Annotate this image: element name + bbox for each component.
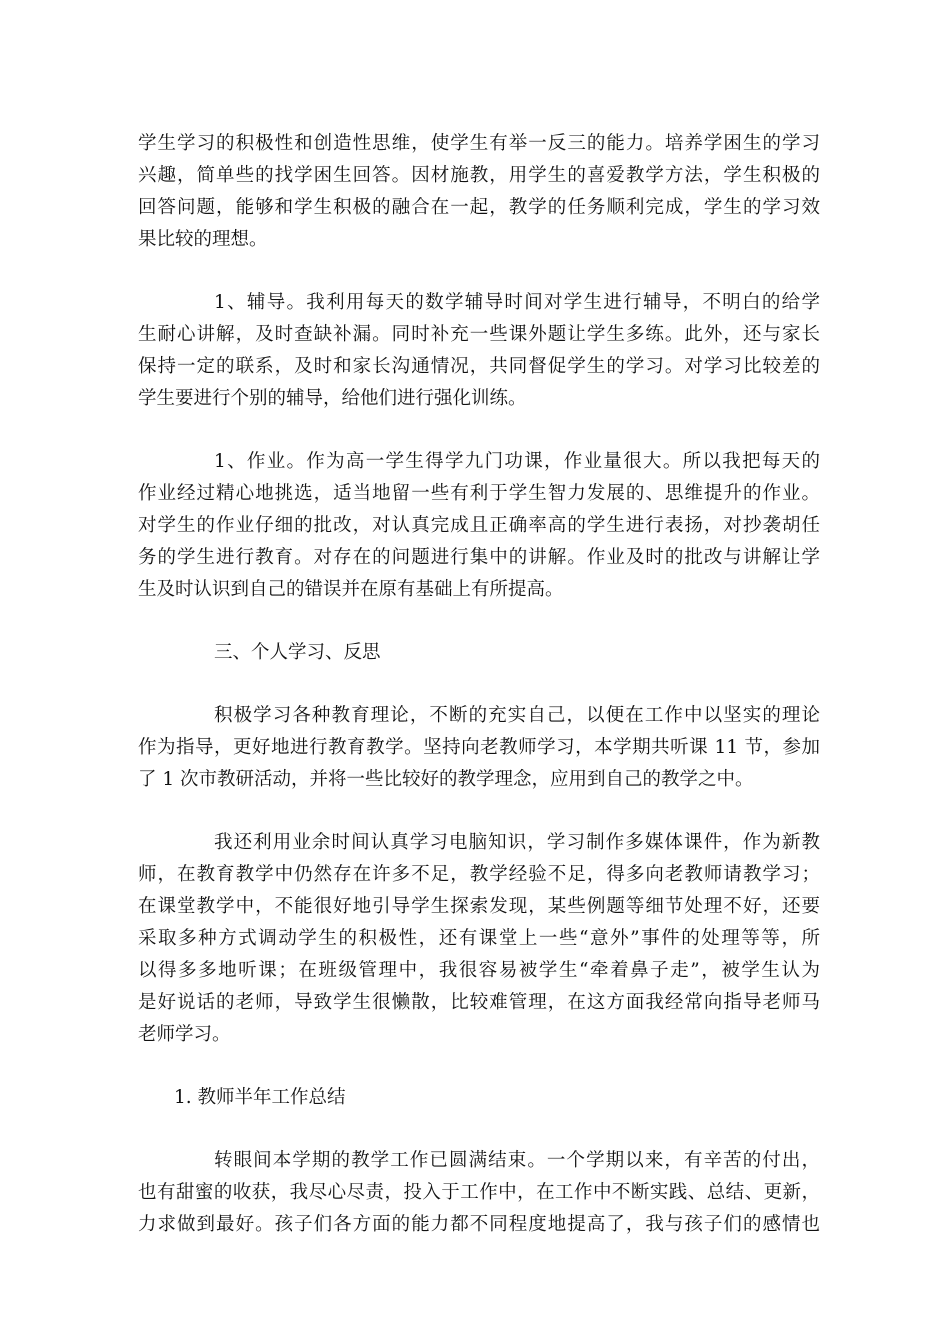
- text-line: 我还利用业余时间认真学习电脑知识，学习制作多媒体课件，作为新教: [214, 832, 820, 853]
- document-page: [138, 128, 820, 1241]
- paragraph-semester-summary: [138, 1145, 820, 1241]
- paragraph-study-theory: [138, 700, 820, 796]
- section-heading: 三、个人学习、反思: [214, 642, 381, 663]
- text-line: 保持一定的联系，及时和家长沟通情况，共同督促学生的学习。对学习比较差的: [138, 356, 820, 377]
- text-line: 转眼间本学期的教学工作已圆满结束。一个学期以来，有辛苦的付出，: [214, 1150, 820, 1171]
- text-line: 务的学生进行教育。对存在的问题进行集中的讲解。作业及时的批改与讲解让学: [138, 547, 820, 568]
- text-line: 作为指导，更好地进行教育教学。坚持向老教师学习，本学期共听课 11 节，参加: [138, 737, 820, 758]
- paragraph-homework: [138, 446, 820, 606]
- text-line: 1、辅导。我利用每天的数学辅导时间对学生进行辅导，不明白的给学: [214, 292, 820, 313]
- paragraph-tutoring: [138, 287, 820, 415]
- section-heading: 1. 教师半年工作总结: [174, 1087, 346, 1108]
- text-line: 学生学习的积极性和创造性思维，使学生有举一反三的能力。培养学困生的学习: [138, 133, 820, 154]
- text-line: 对学生的作业仔细的批改，对认真完成且正确率高的学生进行表扬，对抄袭胡任: [138, 515, 820, 536]
- text-line: 老师学习。: [138, 1024, 231, 1045]
- text-line: 了 1 次市教研活动，并将一些比较好的教学理念，应用到自己的教学之中。: [138, 769, 754, 790]
- section-heading-personal-learning: [138, 637, 820, 669]
- text-line: 作业经过精心地挑选，适当地留一些有利于学生智力发展的、思维提升的作业。: [138, 483, 820, 504]
- text-line: 积极学习各种教育理论，不断的充实自己，以便在工作中以坚实的理论: [214, 705, 820, 726]
- text-line: 是好说话的老师，导致学生很懒散，比较难管理，在这方面我经常向指导老师马: [138, 992, 820, 1013]
- text-line: 以得多多地听课；在班级管理中，我很容易被学生“牵着鼻子走”，被学生认为: [138, 960, 820, 981]
- paragraph-1: [138, 128, 820, 256]
- text-line: 师，在教育教学中仍然存在许多不足，教学经验不足，得多向老教师请教学习；: [138, 864, 820, 885]
- text-line: 生耐心讲解，及时查缺补漏。同时补充一些课外题让学生多练。此外，还与家长: [138, 324, 820, 345]
- text-line: 果比较的理想。: [138, 229, 268, 250]
- text-line: 也有甜蜜的收获，我尽心尽责，投入于工作中，在工作中不断实践、总结、更新，: [138, 1182, 820, 1203]
- paragraph-self-reflection: [138, 827, 820, 1051]
- text-line: 采取多种方式调动学生的积极性，还有课堂上一些“意外”事件的处理等等，所: [138, 928, 820, 949]
- text-line: 兴趣，简单些的找学困生回答。因材施教，用学生的喜爱教学方法，学生积极的: [138, 165, 820, 186]
- text-line: 回答问题，能够和学生积极的融合在一起，教学的任务顺利完成，学生的学习效: [138, 197, 820, 218]
- text-line: 生及时认识到自己的错误并在原有基础上有所提高。: [138, 579, 564, 600]
- section-heading-half-year-summary: [138, 1082, 820, 1114]
- text-line: 学生要进行个别的辅导，给他们进行强化训练。: [138, 388, 527, 409]
- text-line: 1、作业。作为高一学生得学九门功课，作业量很大。所以我把每天的: [214, 451, 820, 472]
- text-line: 在课堂教学中，不能很好地引导学生探索发现，某些例题等细节处理不好，还要: [138, 896, 820, 917]
- text-line: 力求做到最好。孩子们各方面的能力都不同程度地提高了，我与孩子们的感情也: [138, 1214, 820, 1235]
